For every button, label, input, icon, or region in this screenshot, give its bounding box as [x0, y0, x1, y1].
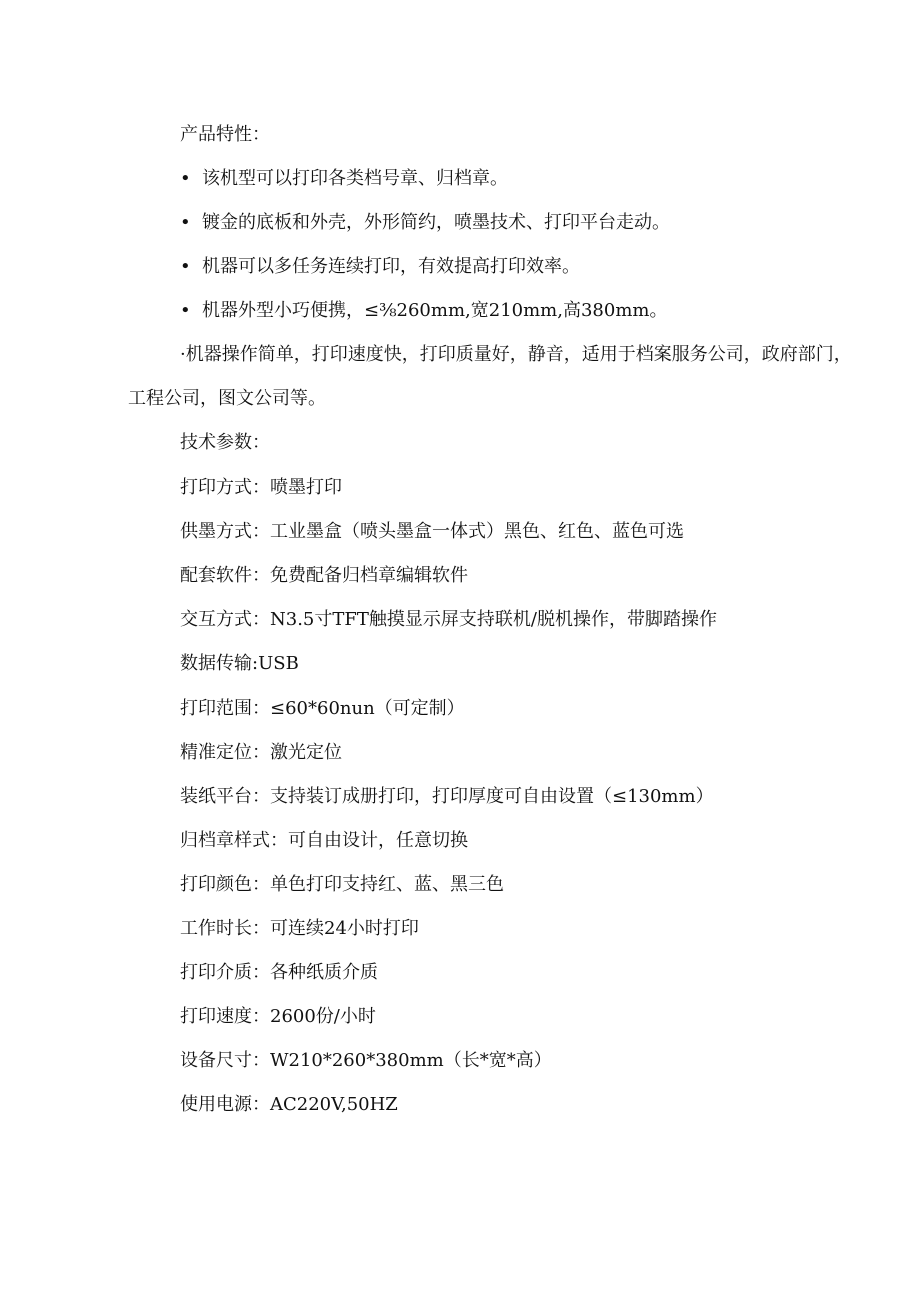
param-row: 打印方式：喷墨打印: [180, 477, 342, 498]
param-row: 精准定位：激光定位: [180, 742, 342, 763]
param-row: 工作时长：可连续24小时打印: [180, 918, 419, 939]
param-row: 打印范围：≤60*60nun（可定制）: [180, 698, 465, 719]
feature-item: [180, 166, 508, 192]
param-row: 装纸平台：支持装订成册打印，打印厚度可自由设置（≤130mm）: [180, 786, 714, 807]
param-row: 配套软件：免费配备归档章编辑软件: [180, 565, 468, 586]
bullet-icon: •: [180, 300, 191, 321]
param-row: 设备尺寸：W210*260*380mm（长*宽*高）: [180, 1050, 552, 1071]
param-row: 使用电源：AC220V,50HZ: [180, 1094, 398, 1115]
feature-text: 机器外型小巧便携，≤⅜260mm,宽210mm,高380mm。: [202, 300, 668, 321]
feature-item: [180, 210, 670, 236]
param-row: 交互方式：N3.5寸TFT触摸显示屏支持联机/脱机操作，带脚踏操作: [180, 609, 717, 630]
param-row: 供墨方式：工业墨盒（喷头墨盒一体式）黑色、红色、蓝色可选: [180, 521, 684, 542]
operation-paragraph: ·机器操作简单，打印速度快，打印质量好，静音，适用于档案服务公司，政府部门，工程公司，图文公司等。: [128, 344, 852, 409]
param-row: 数据传输:USB: [180, 653, 299, 674]
feature-item: [180, 254, 580, 280]
param-row: 打印颜色：单色打印支持红、蓝、黑三色: [180, 874, 504, 895]
bullet-icon: •: [180, 256, 191, 277]
bullet-icon: •: [180, 168, 191, 189]
feature-text: 机器可以多任务连续打印，有效提高打印效率。: [202, 256, 580, 277]
feature-text: 该机型可以打印各类档号章、归档章。: [202, 168, 508, 189]
param-row: 打印介质：各种纸质介质: [180, 962, 378, 983]
feature-item: [180, 298, 667, 324]
param-row: 打印速度：2600份/小时: [180, 1006, 376, 1027]
feature-text: 镀金的底板和外壳，外形简约，喷墨技术、打印平台走动。: [202, 212, 670, 233]
bullet-icon: •: [180, 212, 191, 233]
param-row: 归档章样式：可自由设计，任意切换: [180, 830, 468, 851]
features-heading: 产品特性：: [180, 124, 270, 145]
params-heading: 技术参数：: [180, 432, 270, 453]
